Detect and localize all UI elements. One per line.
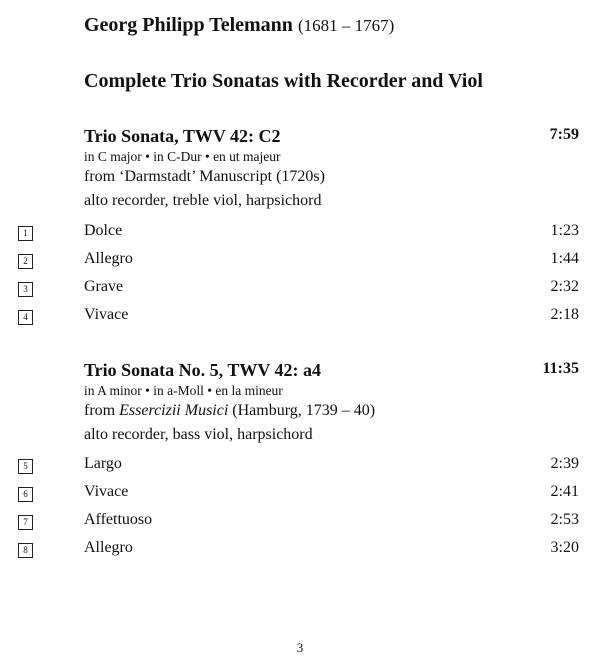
work-source [84,168,325,186]
track-row [0,250,600,274]
track-duration: 2:41 [550,483,579,500]
work-duration: 11:35 [542,360,579,377]
source-title: Essercizii Musici [119,402,229,419]
track-row [0,278,600,302]
track-row [0,222,600,246]
track-number-box: 6 [18,487,33,502]
album-title: Complete Trio Sonatas with Recorder and Viol [84,70,483,92]
source-suffix: (Hamburg, 1739 – 40) [228,402,376,419]
track-name: Dolce [84,222,123,239]
track-row [0,306,600,330]
track-row [0,455,600,479]
source-prefix: from [84,402,120,419]
track-number-box: 8 [18,543,33,558]
track-name: Grave [84,278,124,295]
track-name: Allegro [84,250,133,267]
track-number-box: 3 [18,282,33,297]
track-row [0,539,600,563]
track-duration: 2:53 [550,511,579,528]
work-instrumentation: alto recorder, treble viol, harpsichord [84,192,322,209]
track-number-box: 7 [18,515,33,530]
track-number-box: 1 [18,226,33,241]
work-key-line: in A minor • in a-Moll • en la mineur [84,383,283,398]
track-duration: 3:20 [550,539,579,556]
track-number-box: 2 [18,254,33,269]
track-name: Allegro [84,539,133,556]
track-duration: 2:32 [550,278,579,295]
composer-name: Georg Philipp Telemann [84,14,293,36]
track-row [0,511,600,535]
track-number-box: 4 [18,310,33,325]
source-title: ‘Darmstadt’ Manuscript (1720s) [119,168,325,185]
track-duration: 1:23 [550,222,579,239]
page-number: 3 [296,640,304,655]
source-prefix: from [84,168,120,185]
work-source [84,402,375,420]
track-name: Vivace [84,306,129,323]
track-name: Vivace [84,483,129,500]
work-instrumentation: alto recorder, bass viol, harpsichord [84,426,313,443]
composer-heading [84,14,394,37]
work-title: Trio Sonata No. 5, TWV 42: a4 [84,360,322,380]
track-row [0,483,600,507]
track-number-box: 5 [18,459,33,474]
work-title: Trio Sonata, TWV 42: C2 [84,126,281,146]
track-duration: 1:44 [550,250,579,267]
track-duration: 2:39 [550,455,579,472]
composer-dates: (1681 – 1767) [297,16,395,35]
work-duration: 7:59 [549,126,579,143]
work-key-line: in C major • in C-Dur • en ut majeur [84,149,281,164]
track-name: Affettuoso [84,511,153,528]
track-duration: 2:18 [550,306,579,323]
track-name: Largo [84,455,122,472]
